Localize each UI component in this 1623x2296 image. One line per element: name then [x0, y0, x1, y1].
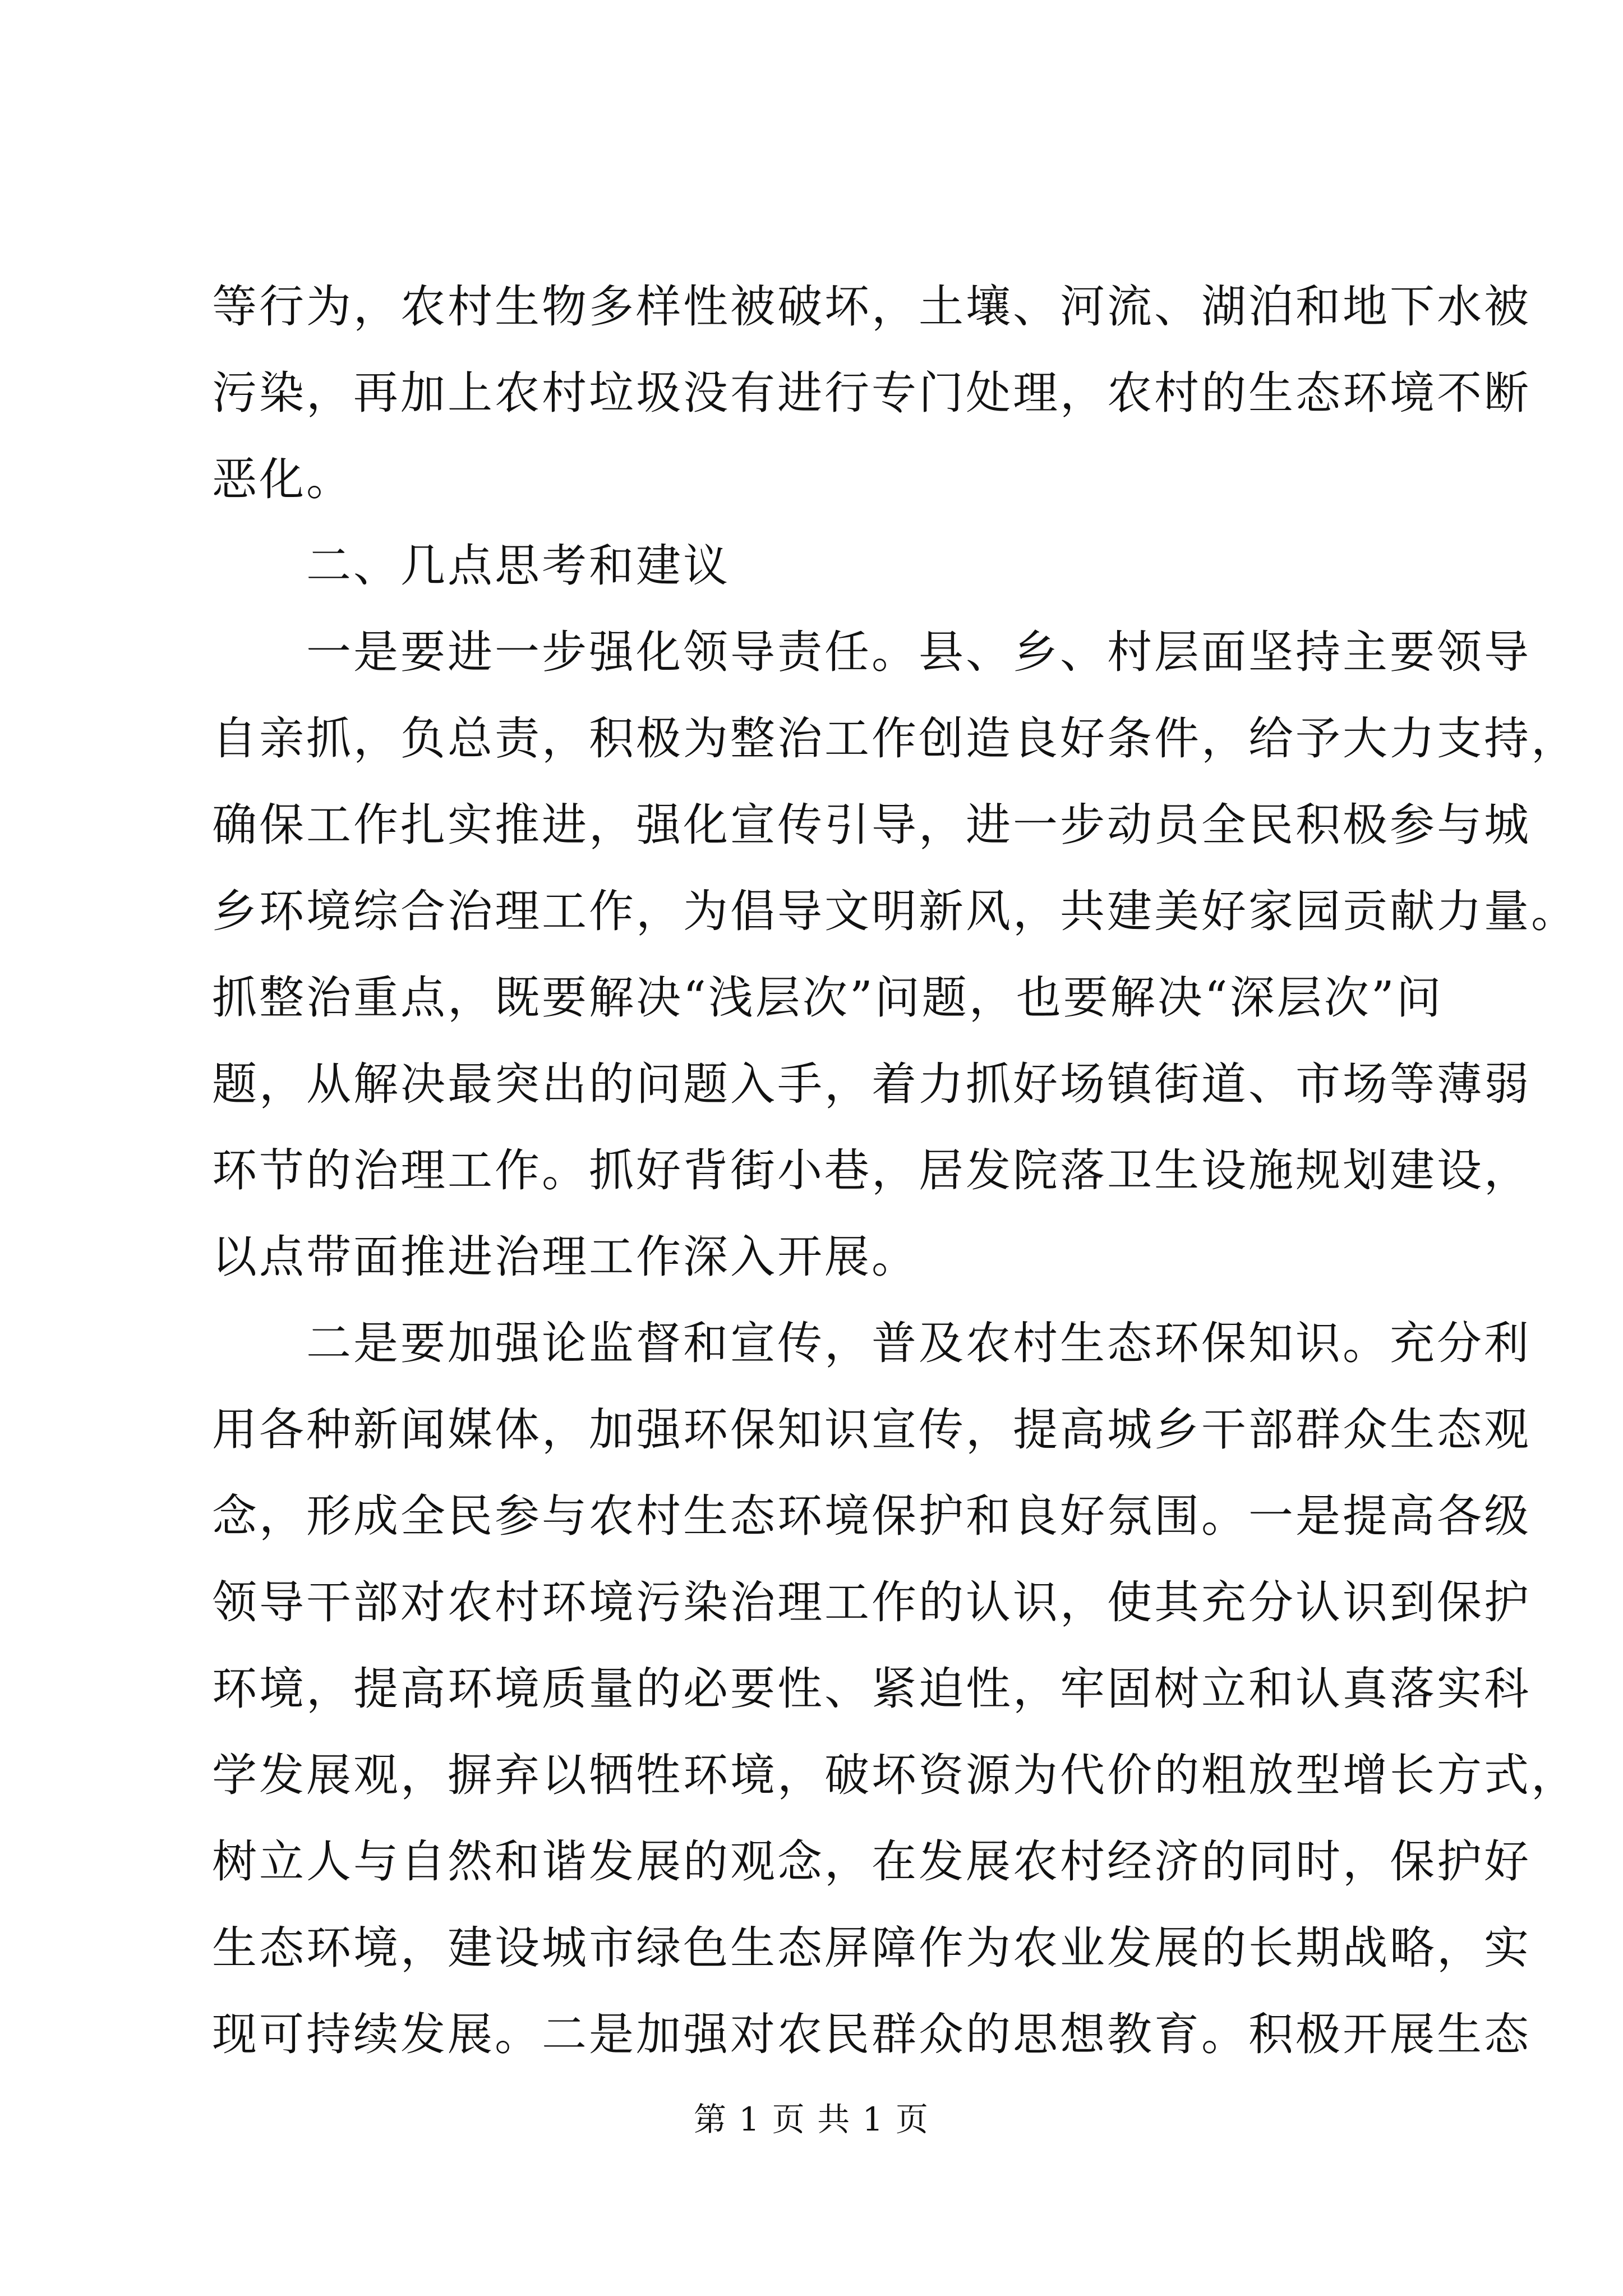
- page-footer: 第 1 页 共 1 页: [694, 2100, 929, 2138]
- text-line: 题，从解决最突出的问题入手，着力抓好场镇街道、市场等薄弱: [212, 1058, 1531, 1110]
- text-line: 乡环境综合治理工作，为倡导文明新风，共建美好家园贡献力量。: [212, 885, 1578, 937]
- text-line: 恶化。: [212, 453, 353, 505]
- text-line: 用各种新闻媒体，加强环保知识宣传，提高城乡干部群众生态观: [212, 1404, 1531, 1456]
- text-line: 念，形成全民参与农村生态环境保护和良好氛围。一是提高各级: [212, 1490, 1531, 1542]
- text-line: 领导干部对农村环境污染治理工作的认识，使其充分认识到保护: [212, 1576, 1531, 1628]
- text-line: 生态环境，建设城市绿色生态屏障作为农业发展的长期战略，实: [212, 1922, 1531, 1974]
- text-line: 环境，提高环境质量的必要性、紧迫性，牢固树立和认真落实科: [212, 1663, 1531, 1715]
- text-line: 一是要进一步强化领导责任。县、乡、村层面坚持主要领导: [306, 626, 1531, 678]
- text-line: 等行为，农村生物多样性被破坏，土壤、河流、湖泊和地下水被: [212, 280, 1531, 333]
- text-line: 抓整治重点，既要解决“浅层次”问题，也要解决“深层次”问: [212, 972, 1444, 1024]
- text-line: 树立人与自然和谐发展的观念，在发展农村经济的同时，保护好: [212, 1835, 1531, 1888]
- text-line: 自亲抓，负总责，积极为整治工作创造良好条件，给予大力支持，: [212, 712, 1578, 765]
- text-line: 学发展观，摒弃以牺牲环境，破坏资源为代价的粗放型增长方式，: [212, 1749, 1578, 1801]
- text-line: 二是要加强论监督和宣传，普及农村生态环保知识。充分利: [306, 1317, 1531, 1369]
- text-line: 污染，再加上农村垃圾没有进行专门处理，农村的生态环境不断: [212, 367, 1531, 419]
- body-text: [212, 264, 1578, 2078]
- text-line: 二、几点思考和建议: [306, 540, 730, 592]
- text-line: 现可持续发展。二是加强对农民群众的思想教育。积极开展生态: [212, 2008, 1531, 2060]
- text-line: 以点带面推进治理工作深入开展。: [212, 1231, 919, 1283]
- text-line: 环节的治理工作。抓好背街小巷，居发院落卫生设施规划建设，: [212, 1144, 1531, 1197]
- text-line: 确保工作扎实推进，强化宣传引导，进一步动员全民积极参与城: [212, 799, 1531, 851]
